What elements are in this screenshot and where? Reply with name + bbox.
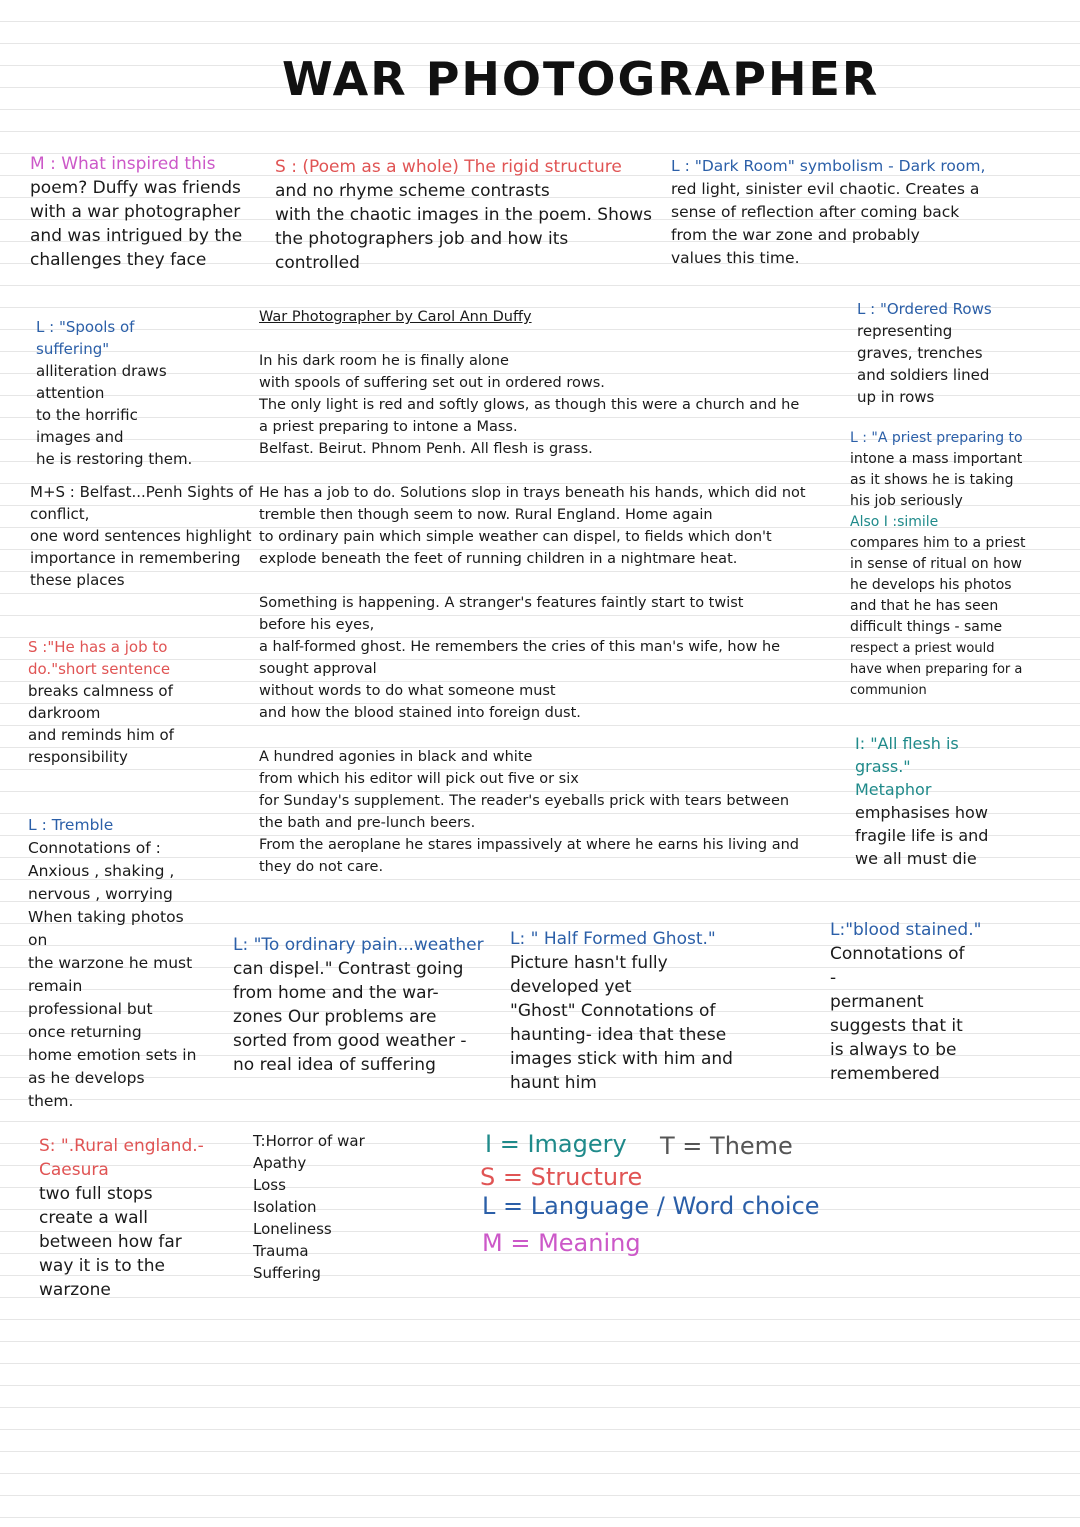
poem-line: In his dark room he is finally alone — [259, 353, 509, 369]
note-line: do."short sentence — [28, 660, 171, 678]
note-line: red light, sinister evil chaotic. Creates a — [671, 180, 980, 198]
note-line: with a war photographer — [30, 202, 241, 222]
note-line: and soldiers lined — [857, 366, 990, 384]
note-line: Anxious , shaking , — [28, 862, 175, 880]
poem-line: a priest preparing to intone a Mass. — [259, 419, 518, 435]
note-line: poem? Duffy was friends — [30, 178, 241, 198]
note-line: - — [830, 968, 837, 988]
poem-line: the bath and pre-lunch beers. — [259, 815, 476, 831]
note-line: Suffering — [253, 1264, 321, 1282]
note-line: conflict, — [30, 505, 90, 523]
note-line: controlled — [275, 253, 360, 273]
note-line: can dispel." Contrast going — [233, 959, 464, 979]
poem-line: sought approval — [259, 661, 377, 677]
poem-line: A hundred agonies in black and white — [259, 749, 533, 765]
note-line: representing — [857, 322, 953, 340]
note-line: remain — [28, 977, 83, 995]
poem-line: without words to do what someone must — [259, 683, 556, 699]
note-line: Connotations of — [830, 944, 965, 964]
poem-line: The only light is red and softly glows, as though this were a church and he — [259, 397, 800, 413]
note-line: them. — [28, 1092, 74, 1110]
note-line: home emotion sets in — [28, 1046, 197, 1064]
note-line: L: " Half Formed Ghost." — [510, 929, 716, 949]
poem-stanza-4 — [259, 746, 799, 878]
note-line: Apathy — [253, 1154, 307, 1172]
poem-line: from which his editor will pick out five or six — [259, 771, 579, 787]
note-flesh-grass — [855, 732, 988, 870]
note-line: as it shows he is taking — [850, 472, 1014, 488]
note-ordinary-pain — [233, 933, 484, 1077]
note-line: create a wall — [39, 1208, 148, 1228]
note-line: suggests that it — [830, 1016, 963, 1036]
note-line: attention — [36, 384, 105, 402]
poem-stanza-3 — [259, 592, 780, 724]
poem-line: a half-formed ghost. He remembers the cries of this man's wife, how he — [259, 639, 781, 655]
note-line: values this time. — [671, 249, 800, 267]
note-line: fragile life is and — [855, 826, 989, 845]
note-job-to-do — [28, 636, 174, 768]
note-line: emphasises how — [855, 803, 988, 822]
note-tremble — [28, 814, 196, 1113]
note-line: remembered — [830, 1064, 940, 1084]
note-line: and reminds him of — [28, 726, 174, 744]
note-line: his job seriously — [850, 493, 963, 509]
note-line: sorted from good weather - — [233, 1031, 467, 1051]
note-inspiration — [30, 152, 242, 272]
note-line: Metaphor — [855, 780, 932, 799]
note-line: L : "Spools of — [36, 318, 135, 336]
note-line: zones Our problems are — [233, 1007, 437, 1027]
note-line: Caesura — [39, 1160, 109, 1180]
key-structure: S = Structure — [480, 1163, 643, 1191]
note-line: S :"He has a job to — [28, 638, 168, 656]
note-line: When taking photos — [28, 908, 184, 926]
note-line: Connotations of : — [28, 839, 161, 857]
note-line: between how far — [39, 1232, 182, 1252]
note-line: developed yet — [510, 977, 632, 997]
note-line: no real idea of suffering — [233, 1055, 436, 1075]
note-line: professional but — [28, 1000, 153, 1018]
note-line: and no rhyme scheme contrasts — [275, 181, 550, 201]
note-line: from the war zone and probably — [671, 226, 920, 244]
note-line: way it is to the — [39, 1256, 165, 1276]
note-line: communion — [850, 683, 927, 698]
poem-line: and how the blood stained into foreign dust. — [259, 705, 581, 721]
note-line: the warzone he must — [28, 954, 193, 972]
poem-stanza-1 — [259, 350, 799, 460]
note-line: he is restoring them. — [36, 450, 193, 468]
poem-line: they do not care. — [259, 859, 384, 875]
note-structure-whole — [275, 155, 652, 275]
note-line: images and — [36, 428, 124, 446]
note-line: L : "A priest preparing to — [850, 430, 1023, 446]
note-line: haunt him — [510, 1073, 597, 1093]
note-line: to the horrific — [36, 406, 138, 424]
note-line: from home and the war- — [233, 983, 439, 1003]
note-half-formed-ghost — [510, 927, 733, 1095]
poem-line: He has a job to do. Solutions slop in trays beneath his hands, which did not — [259, 485, 806, 501]
note-line: we all must die — [855, 849, 977, 868]
note-line: one word sentences highlight — [30, 527, 252, 545]
poem-line: explode beneath the feet of running children in a nightmare heat. — [259, 551, 738, 567]
note-line: and that he has seen — [850, 598, 999, 614]
note-line: M+S : Belfast...Penh Sights of — [30, 483, 253, 501]
note-themes — [253, 1130, 365, 1284]
note-line: respect a priest would — [850, 641, 995, 656]
note-priest — [850, 428, 1026, 701]
note-line: on — [28, 931, 48, 949]
note-line: nervous , worrying — [28, 885, 173, 903]
note-line: challenges they face — [30, 250, 207, 270]
note-line: in sense of ritual on how — [850, 556, 1022, 572]
note-rural-england — [39, 1134, 204, 1302]
note-belfast — [30, 481, 253, 591]
note-spools — [36, 316, 192, 470]
poem-line: for Sunday's supplement. The reader's eyeballs prick with tears between — [259, 793, 790, 809]
note-line: alliteration draws — [36, 362, 167, 380]
note-line: once returning — [28, 1023, 142, 1041]
note-line: haunting- idea that these — [510, 1025, 727, 1045]
note-line: difficult things - same — [850, 619, 1003, 635]
poem-heading: War Photographer by Carol Ann Duffy — [259, 309, 532, 325]
note-line: permanent — [830, 992, 924, 1012]
note-line: have when preparing for a — [850, 662, 1023, 677]
note-line: up in rows — [857, 388, 935, 406]
key-meaning: M = Meaning — [482, 1229, 641, 1257]
note-line: L:"blood stained." — [830, 920, 982, 940]
note-line: Isolation — [253, 1198, 317, 1216]
note-line: breaks calmness of — [28, 682, 173, 700]
note-line: Also I :simile — [850, 514, 939, 530]
note-line: the photographers job and how its — [275, 229, 569, 249]
note-line: he develops his photos — [850, 577, 1012, 593]
poem-line: Belfast. Beirut. Phnom Penh. All flesh is grass. — [259, 441, 593, 457]
note-line: Loneliness — [253, 1220, 332, 1238]
note-ordered-rows — [857, 298, 992, 408]
note-line: with the chaotic images in the poem. Shows — [275, 205, 653, 225]
page-title: WAR PHOTOGRAPHER — [282, 52, 880, 106]
note-line: warzone — [39, 1280, 111, 1300]
note-line: responsibility — [28, 748, 128, 766]
poem-line: before his eyes, — [259, 617, 375, 633]
note-line: darkroom — [28, 704, 101, 722]
note-line: two full stops — [39, 1184, 153, 1204]
key-language: L = Language / Word choice — [482, 1192, 820, 1220]
note-line: sense of reflection after coming back — [671, 203, 960, 221]
note-line: "Ghost" Connotations of — [510, 1001, 716, 1021]
note-line: grass." — [855, 757, 911, 776]
poem-line: with spools of suffering set out in ordered rows. — [259, 375, 605, 391]
note-line: compares him to a priest — [850, 535, 1026, 551]
note-line: is always to be — [830, 1040, 957, 1060]
poem-line: From the aeroplane he stares impassively at where he earns his living and — [259, 837, 800, 853]
key-theme: T = Theme — [660, 1132, 793, 1160]
poem-stanza-2 — [259, 482, 806, 570]
note-line: L : Tremble — [28, 816, 114, 834]
note-line: L : "Dark Room" symbolism - Dark room, — [671, 157, 986, 175]
note-blood-stained — [830, 918, 981, 1086]
poem-line: tremble then though seem to now. Rural England. Home again — [259, 507, 713, 523]
note-line: Picture hasn't fully — [510, 953, 668, 973]
poem-line: Something is happening. A stranger's features faintly start to twist — [259, 595, 744, 611]
note-line: graves, trenches — [857, 344, 983, 362]
note-line: M : What inspired this — [30, 154, 216, 174]
note-line: and was intrigued by the — [30, 226, 243, 246]
key-imagery: I = Imagery — [485, 1130, 627, 1158]
note-line: these places — [30, 571, 125, 589]
note-line: T:Horror of war — [253, 1132, 365, 1150]
poem-line: to ordinary pain which simple weather can dispel, to fields which don't — [259, 529, 772, 545]
note-line: intone a mass important — [850, 451, 1023, 467]
note-line: L: "To ordinary pain...weather — [233, 935, 484, 955]
note-line: suffering" — [36, 340, 110, 358]
note-line: as he develops — [28, 1069, 145, 1087]
note-line: Trauma — [253, 1242, 309, 1260]
note-line: importance in remembering — [30, 549, 241, 567]
note-dark-room — [671, 155, 985, 270]
note-line: S : (Poem as a whole) The rigid structure — [275, 157, 622, 177]
note-line: Loss — [253, 1176, 286, 1194]
note-line: S: ".Rural england.- — [39, 1136, 204, 1156]
note-line: I: "All flesh is — [855, 734, 959, 753]
note-line: images stick with him and — [510, 1049, 733, 1069]
note-line: L : "Ordered Rows — [857, 300, 992, 318]
